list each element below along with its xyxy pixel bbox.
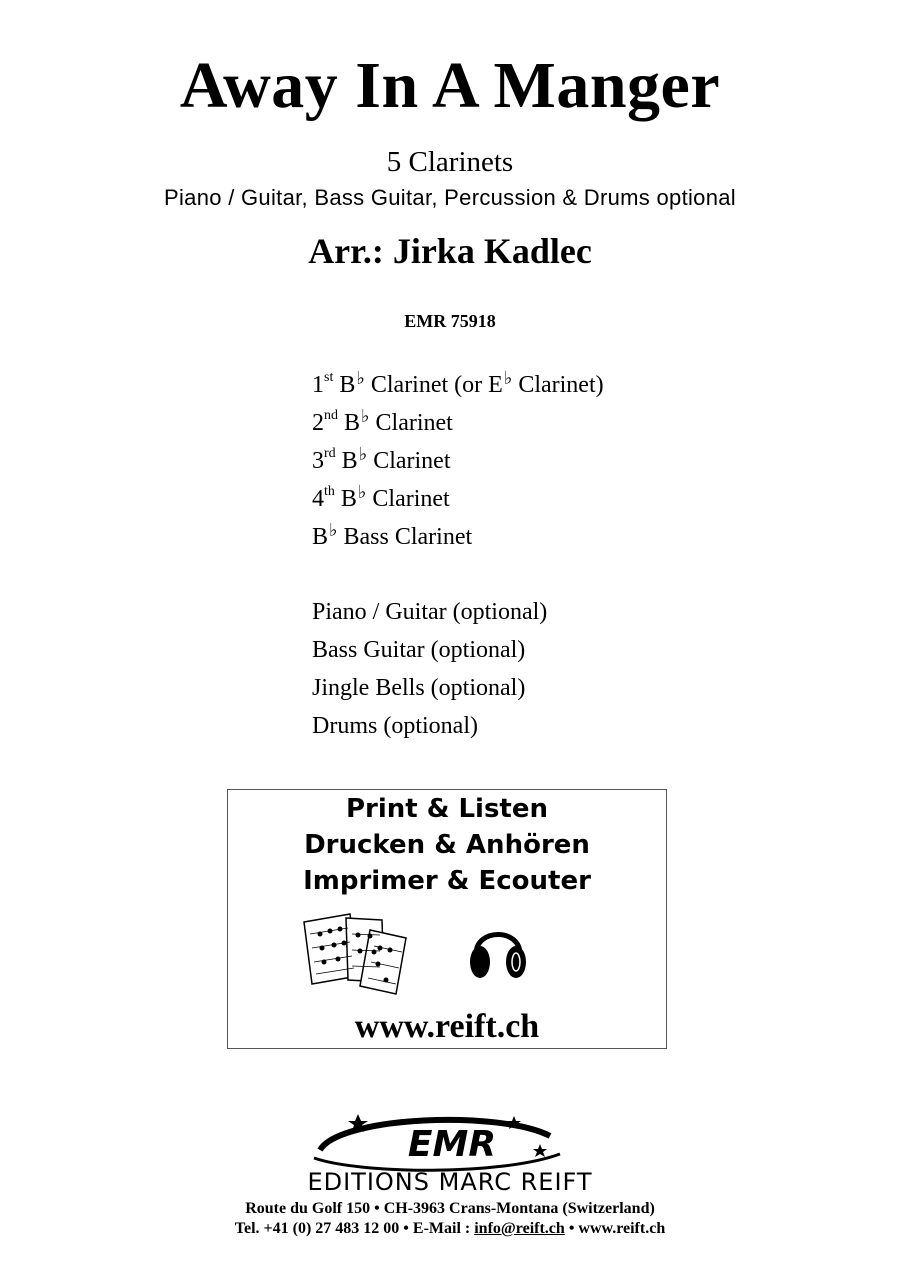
optional-instrument-4: Drums (optional)	[312, 713, 478, 739]
subtitle: 5 Clarinets	[386, 146, 514, 178]
optional-instrument-2: Bass Guitar (optional)	[312, 637, 526, 663]
instrument-1: 1st B♭ Clarinet (or E♭ Clarinet)	[312, 368, 604, 398]
instrument-4: 4th B♭ Clarinet	[312, 482, 450, 512]
publisher-contact: Tel. +41 (0) 27 483 12 00 • E-Mail : info@reift.ch • www.reift.ch	[234, 1220, 666, 1237]
website-url[interactable]: www.reift.ch	[354, 1008, 540, 1045]
instrument-2: 2nd B♭ Clarinet	[312, 406, 453, 436]
instrument-3: 3rd B♭ Clarinet	[312, 444, 451, 474]
page-title: Away In A Manger	[179, 49, 721, 122]
promo-line-en: Print & Listen	[345, 794, 549, 824]
logo-text: EMR	[407, 1124, 497, 1165]
catalog-number: EMR 75918	[404, 311, 496, 331]
headphones-icon	[468, 916, 528, 984]
instrument-5: B♭ Bass Clarinet	[312, 520, 473, 550]
email-link[interactable]: info@reift.ch	[474, 1220, 565, 1237]
optional-instrument-1: Piano / Guitar (optional)	[312, 599, 548, 625]
optional-instrument-3: Jingle Bells (optional)	[312, 675, 526, 701]
arranger: Arr.: Jirka Kadlec	[308, 231, 592, 271]
publisher-address: Route du Golf 150 • CH-3963 Crans-Montana (Switzerland)	[245, 1200, 655, 1217]
promo-line-de: Drucken & Anhören	[304, 830, 590, 860]
sheet-music-icon	[298, 910, 413, 995]
publisher-name: EDITIONS MARC REIFT	[307, 1168, 593, 1196]
print-listen-box	[227, 789, 667, 1049]
promo-line-fr: Imprimer & Ecouter	[303, 866, 591, 896]
optional-instruments-line: Piano / Guitar, Bass Guitar, Percussion & Drums optional	[164, 185, 736, 210]
